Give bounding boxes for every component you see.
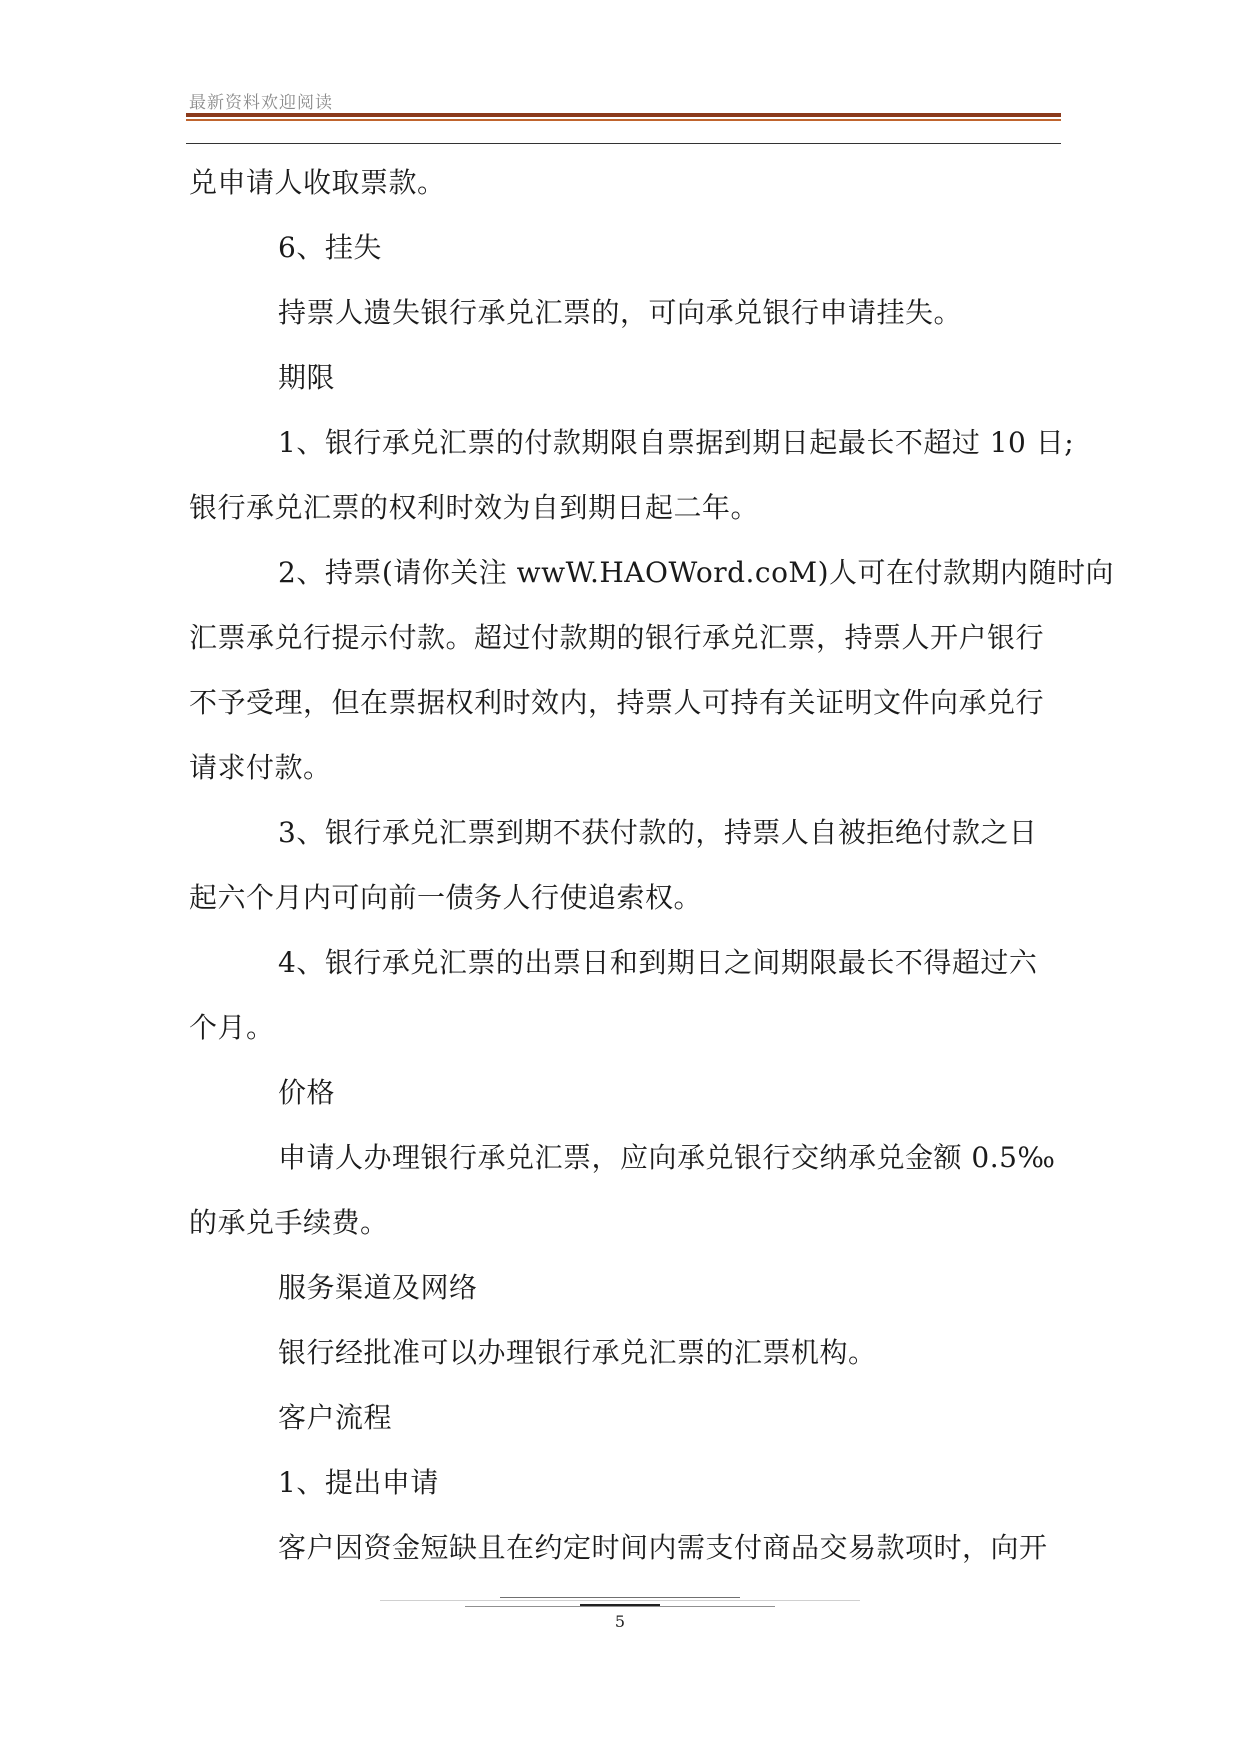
footer-rule [580, 1604, 660, 1606]
footer-rule [500, 1597, 740, 1598]
text-line: 2、持票(请你关注 wwW.HAOWord.coM)人可在付款期内随时向 [278, 556, 1115, 589]
header-rule-mid [186, 119, 1061, 121]
text-line: 起六个月内可向前一债务人行使追索权。 [189, 881, 703, 914]
text-line: 汇票承兑行提示付款。超过付款期的银行承兑汇票，持票人开户银行 [189, 621, 1045, 654]
text-line: 请求付款。 [189, 751, 332, 784]
text-line: 不予受理，但在票据权利时效内，持票人可持有关证明文件向承兑行 [189, 686, 1045, 719]
text-line: 4、银行承兑汇票的出票日和到期日之间期限最长不得超过六 [278, 946, 1038, 979]
header-rule-thick [186, 113, 1061, 117]
text-line: 1、提出申请 [278, 1466, 439, 1499]
text-line: 银行经批准可以办理银行承兑汇票的汇票机构。 [278, 1336, 877, 1369]
section-heading: 服务渠道及网络 [278, 1271, 478, 1304]
header-rule-thin [186, 143, 1061, 144]
text-line: 申请人办理银行承兑汇票，应向承兑银行交纳承兑金额 0.5‰ [278, 1141, 1056, 1174]
text-line: 兑申请人收取票款。 [189, 166, 446, 199]
header-title: 最新资料欢迎阅读 [189, 93, 333, 113]
section-heading: 期限 [278, 361, 336, 394]
text-line: 个月。 [189, 1011, 275, 1044]
footer-rule [465, 1606, 775, 1607]
page-number: 5 [614, 1612, 626, 1631]
text-line: 的承兑手续费。 [189, 1206, 389, 1239]
section-heading: 客户流程 [278, 1401, 393, 1434]
text-line: 持票人遗失银行承兑汇票的，可向承兑银行申请挂失。 [278, 296, 963, 329]
text-line: 1、银行承兑汇票的付款期限自票据到期日起最长不超过 10 日; [278, 426, 1075, 459]
text-line: 3、银行承兑汇票到期不获付款的，持票人自被拒绝付款之日 [278, 816, 1038, 849]
text-line: 银行承兑汇票的权利时效为自到期日起二年。 [189, 491, 760, 524]
footer-rule [380, 1600, 860, 1601]
section-heading: 6、挂失 [278, 231, 382, 264]
section-heading: 价格 [278, 1076, 336, 1109]
text-line: 客户因资金短缺且在约定时间内需支付商品交易款项时，向开 [278, 1531, 1048, 1564]
